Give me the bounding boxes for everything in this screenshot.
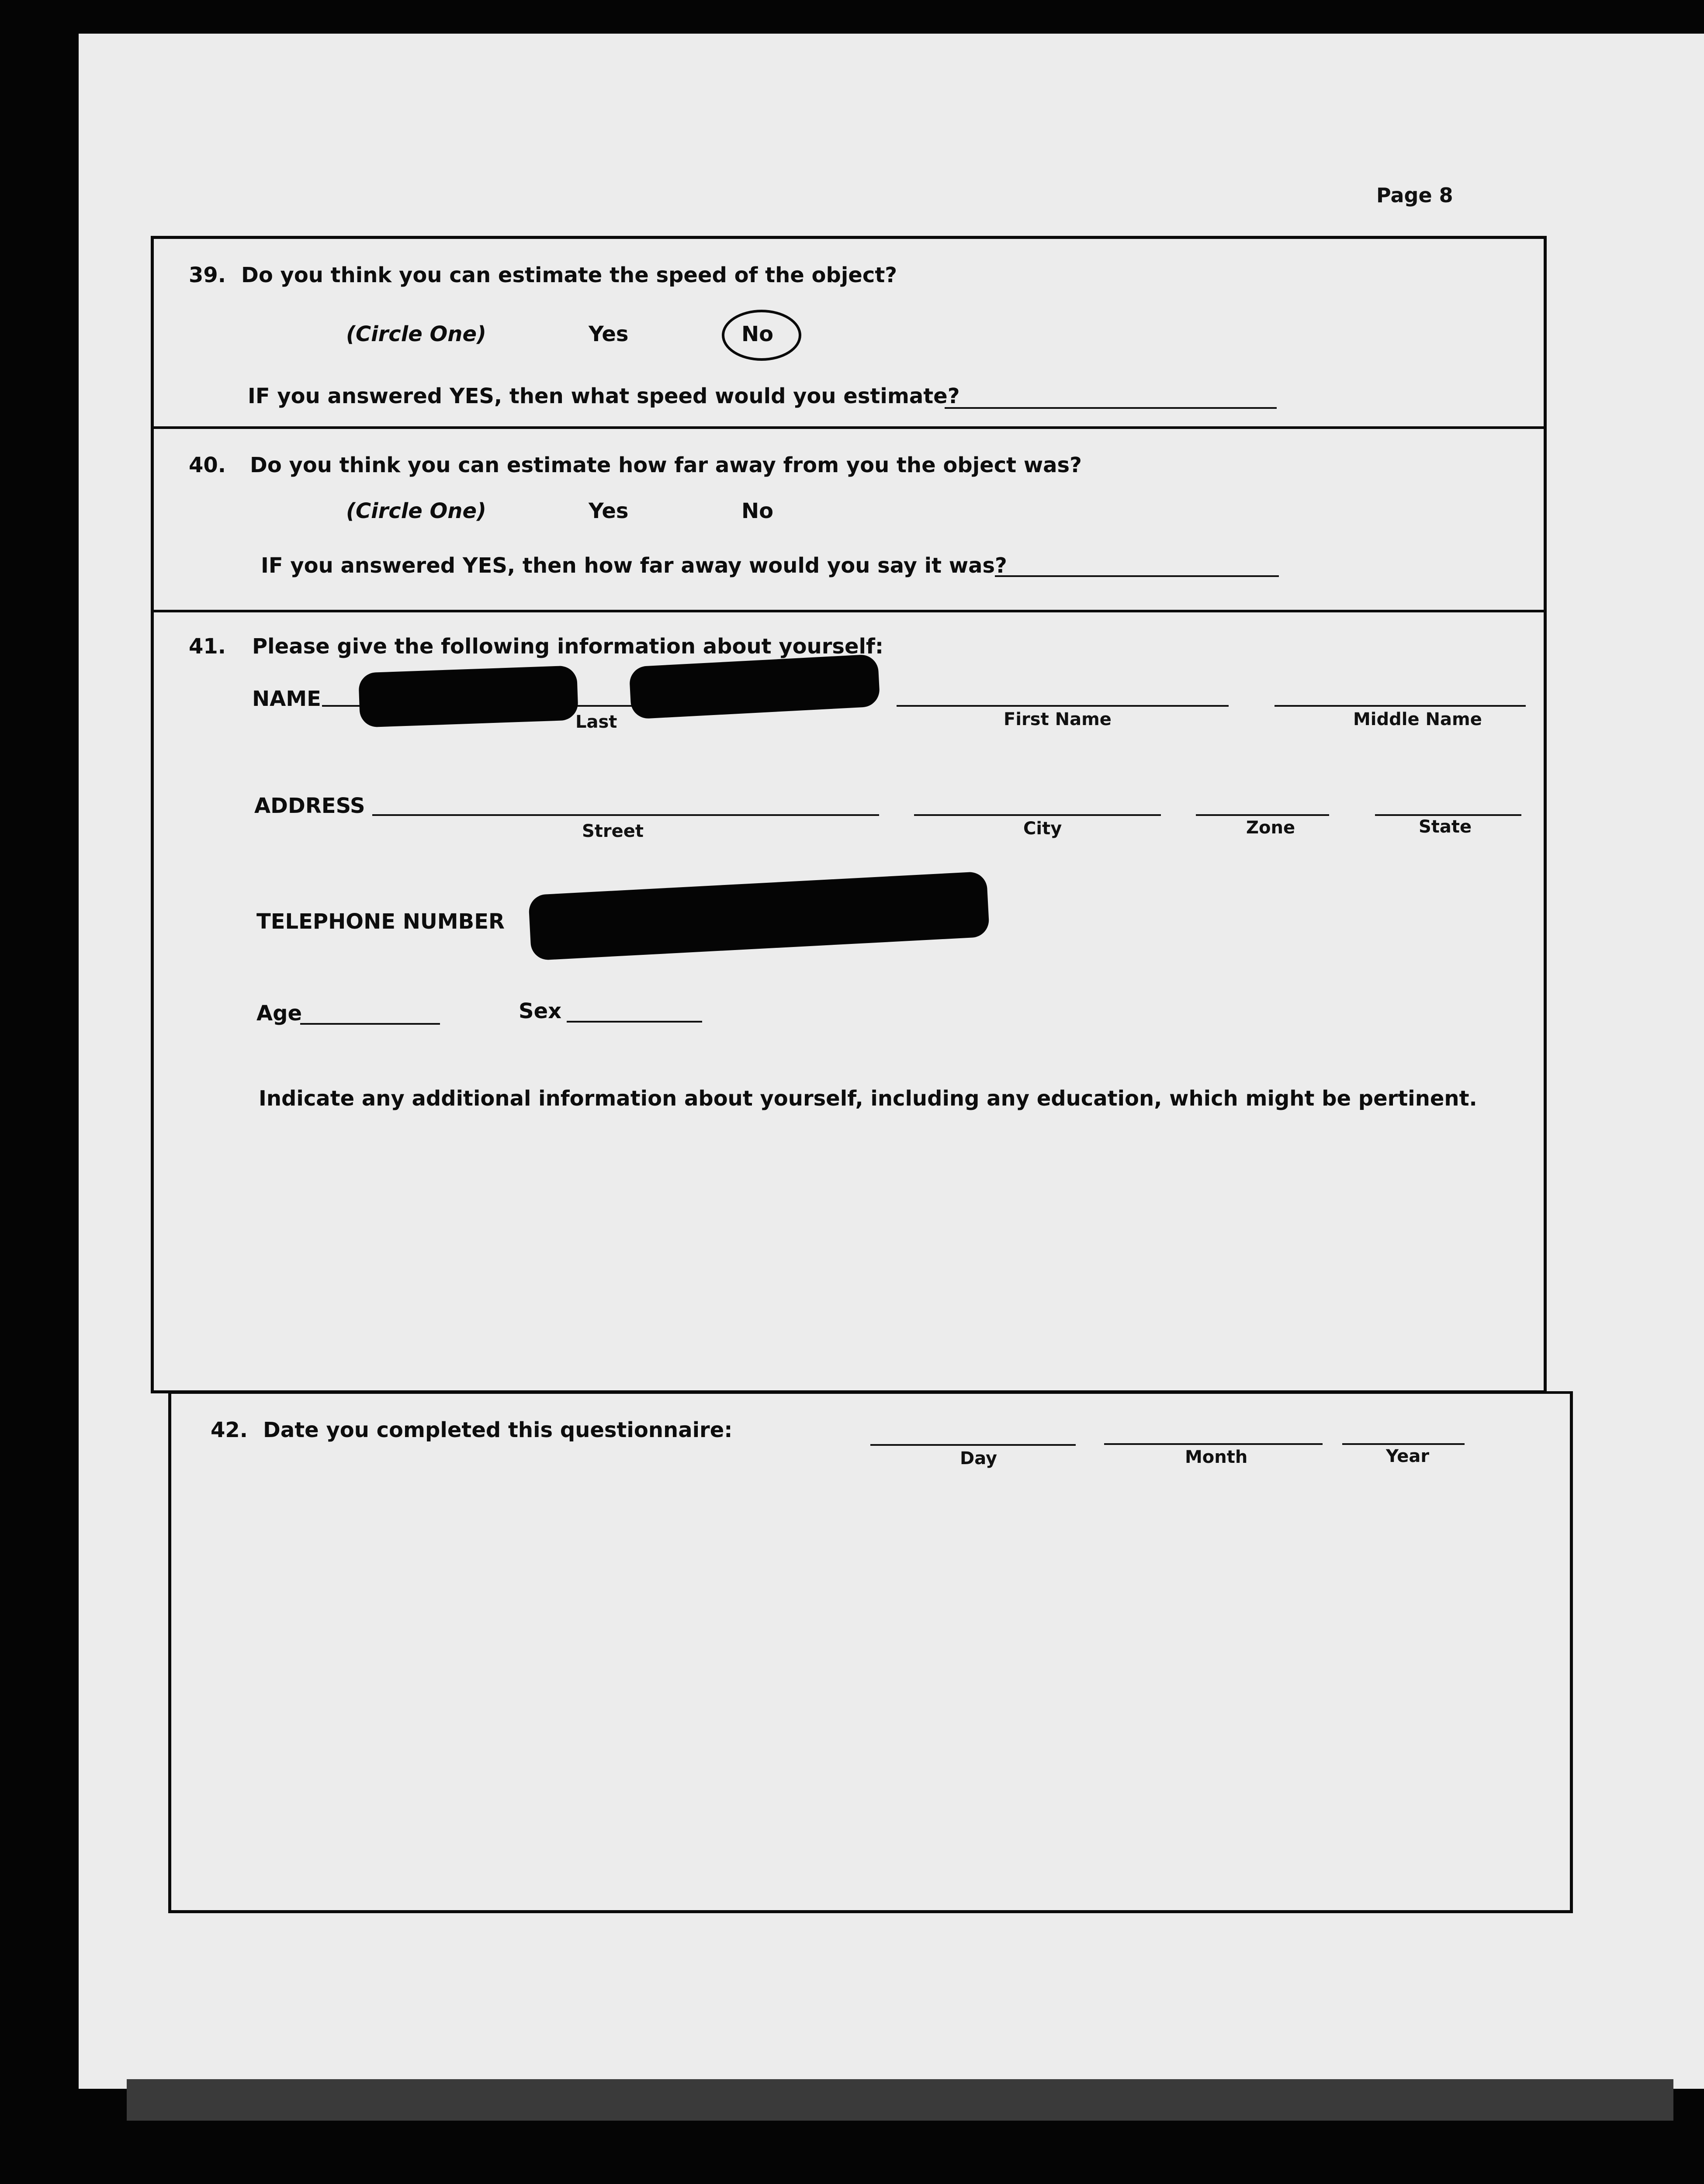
first-name-field[interactable] (897, 705, 1229, 707)
address-sub-city: City (1023, 819, 1062, 839)
q41-section (154, 612, 1544, 1399)
address-sub-zone: Zone (1246, 818, 1295, 838)
sex-field[interactable] (567, 1021, 702, 1023)
address-sub-state: State (1419, 817, 1472, 837)
middle-name-field[interactable] (1275, 705, 1526, 707)
q42-number: 42. (211, 1418, 248, 1442)
year-field[interactable] (1342, 1443, 1465, 1445)
zone-field[interactable] (1196, 814, 1329, 816)
q39-no-option[interactable]: No (741, 322, 774, 346)
q40-yes-option[interactable]: Yes (589, 499, 629, 523)
q40-followup: IF you answered YES, then how far away would you say it was? (261, 553, 1007, 578)
page-number: Page 8 (1376, 183, 1453, 207)
name-sub-middle: Middle Name (1353, 709, 1482, 729)
address-label: ADDRESS (254, 794, 365, 818)
redaction-bar (629, 654, 880, 719)
q40-distance-field[interactable] (995, 575, 1279, 577)
date-sub-month: Month (1185, 1447, 1248, 1467)
paper-shadow (127, 2079, 1673, 2121)
redaction-bar (358, 665, 578, 727)
q40-question: Do you think you can estimate how far away from you the object was? (250, 453, 1082, 477)
date-sub-year: Year (1386, 1446, 1430, 1466)
q39-number: 39. (189, 263, 226, 287)
form-frame (151, 236, 1547, 1393)
redaction-bar (528, 871, 990, 961)
age-field[interactable] (300, 1023, 440, 1025)
q39-speed-field[interactable] (945, 407, 1277, 409)
q40-number: 40. (189, 453, 226, 477)
q40-circle-one: (Circle One) (346, 499, 486, 523)
name-sub-first: First Name (1004, 709, 1112, 729)
state-field[interactable] (1375, 814, 1521, 816)
q41-number: 41. (189, 634, 226, 659)
name-label: NAME (252, 687, 321, 711)
q39-section (154, 239, 1544, 429)
q39-selection-circle (722, 310, 801, 361)
q40-no-option[interactable]: No (741, 499, 774, 523)
age-label: Age (256, 1001, 302, 1026)
additional-info-prompt: Indicate any additional information about yourself, including any education, which might be pertinent. (259, 1086, 1477, 1111)
q39-yes-option[interactable]: Yes (589, 322, 629, 346)
q41-question: Please give the following information about yourself: (252, 634, 884, 659)
sex-label: Sex (519, 999, 562, 1023)
q40-section (154, 429, 1544, 612)
city-field[interactable] (914, 814, 1161, 816)
telephone-label: TELEPHONE NUMBER (256, 909, 505, 934)
name-sub-last: Last (575, 712, 617, 732)
q42-frame (168, 1391, 1573, 1913)
q39-circle-one: (Circle One) (346, 322, 486, 346)
q42-question: Date you completed this questionnaire: (263, 1418, 733, 1442)
additional-info-area[interactable] (259, 1119, 1517, 1390)
month-field[interactable] (1104, 1443, 1323, 1445)
day-field[interactable] (870, 1444, 1076, 1446)
date-sub-day: Day (960, 1448, 997, 1469)
address-sub-street: Street (582, 821, 644, 841)
street-field[interactable] (372, 814, 879, 816)
q39-question: Do you think you can estimate the speed of the object? (241, 263, 897, 287)
q39-followup: IF you answered YES, then what speed would you estimate? (248, 384, 960, 408)
